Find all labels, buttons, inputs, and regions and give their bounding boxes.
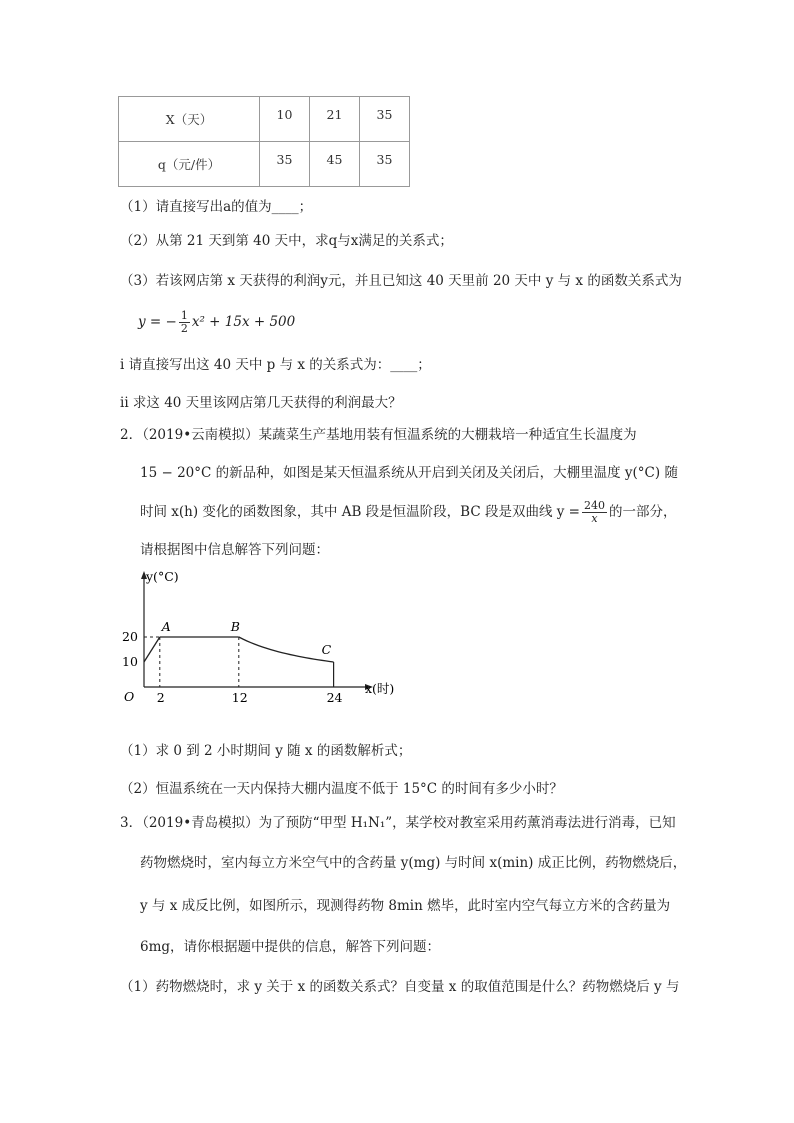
segment-hyperbola <box>239 637 334 662</box>
table-cell: 45 <box>310 142 360 187</box>
q1-part3: （3）若该网店第 x 天获得的利润y元，并且已知这 40 天里前 20 天中 y 与 x 的函数关系式为 <box>120 273 682 289</box>
formula-left: y = − <box>138 314 177 330</box>
price-table <box>118 96 410 187</box>
x-axis-label: x(时) <box>365 681 395 696</box>
q3-line3: y 与 x 成反比例，如图所示，现测得药物 8min 燃毕，此时室内空气每立方米的含药量为 <box>140 898 671 914</box>
fraction-numerator: 1 <box>180 309 188 322</box>
segment-linear <box>144 637 160 662</box>
q2-line3-a: 时间 x(h) 变化的函数图象，其中 AB 段是恒温阶段，BC 段是双曲线 y = <box>140 504 580 520</box>
fraction-denominator: x <box>591 512 598 525</box>
fraction-denominator: 2 <box>180 322 188 335</box>
q3-sub1: （1）药物燃烧时，求 y 关于 x 的函数关系式？自变量 x 的取值范围是什么？药物燃烧后 y 与 <box>120 979 680 995</box>
table-row <box>119 142 410 187</box>
table-cell: 21 <box>310 97 360 142</box>
q2-sub2: （2）恒温系统在一天内保持大棚内温度不低于 15°C 的时间有多少小时？ <box>120 781 563 797</box>
q1-formula <box>138 310 295 335</box>
q2-sub1: （1）求 0 到 2 小时期间 y 随 x 的函数解析式； <box>120 743 412 759</box>
y-tick-label: 10 <box>122 654 138 669</box>
origin-label: O <box>124 689 135 704</box>
x-tick-label: 24 <box>326 690 343 705</box>
table-header-x: X（天） <box>119 97 260 142</box>
q1-sub-i: i 请直接写出这 40 天中 p 与 x 的关系式为：____； <box>120 357 431 373</box>
q3-line1: 3．（2019•青岛模拟）为了预防“甲型 H₁N₁”，某学校对教室采用药薰消毒法进行消毒，已知 <box>120 815 676 831</box>
q2-line3 <box>140 500 677 525</box>
y-axis-label: y(°C) <box>146 569 179 584</box>
formula-right: x² + 15x + 500 <box>191 314 296 330</box>
point-label-a: A <box>161 619 171 634</box>
point-label-b: B <box>230 619 240 634</box>
q2-line3-b: 的一部分， <box>609 504 677 520</box>
table-cell: 35 <box>260 142 310 187</box>
table-cell: 35 <box>360 97 410 142</box>
q3-line2: 药物燃烧时，室内每立方米空气中的含药量 y(mg) 与时间 x(min) 成正比例，药物燃烧后， <box>140 855 687 871</box>
hyperbola-fraction <box>582 500 607 525</box>
q2-line4: 请根据图中信息解答下列问题： <box>140 542 329 558</box>
table-cell: 35 <box>360 142 410 187</box>
temperature-graph <box>110 565 430 715</box>
q1-part1: （1）请直接写出a的值为____； <box>120 199 313 215</box>
table-cell: 10 <box>260 97 310 142</box>
q2-line2: 15 − 20°C 的新品种，如图是某天恒温系统从开启到关闭及关闭后，大棚里温度 y(°C) 随 <box>140 465 678 481</box>
q3-line4: 6mg，请你根据题中提供的信息，解答下列问题： <box>140 939 441 955</box>
table-row <box>119 97 410 142</box>
point-label-c: C <box>321 642 332 657</box>
q1-part2: （2）从第 21 天到第 40 天中，求q与x满足的关系式； <box>120 233 453 249</box>
table-header-q: q（元/件） <box>119 142 260 187</box>
x-tick-label: 12 <box>231 690 248 705</box>
x-tick-label: 2 <box>156 690 165 705</box>
q2-line1: 2．（2019•云南模拟）某蔬菜生产基地用装有恒温系统的大棚栽培一种适宜生长温度为 <box>120 427 637 443</box>
q1-sub-ii: ii 求这 40 天里该网店第几天获得的利润最大？ <box>120 395 402 411</box>
fraction-numerator: 240 <box>584 499 605 512</box>
y-tick-label: 20 <box>122 629 138 644</box>
formula-fraction <box>179 310 190 335</box>
